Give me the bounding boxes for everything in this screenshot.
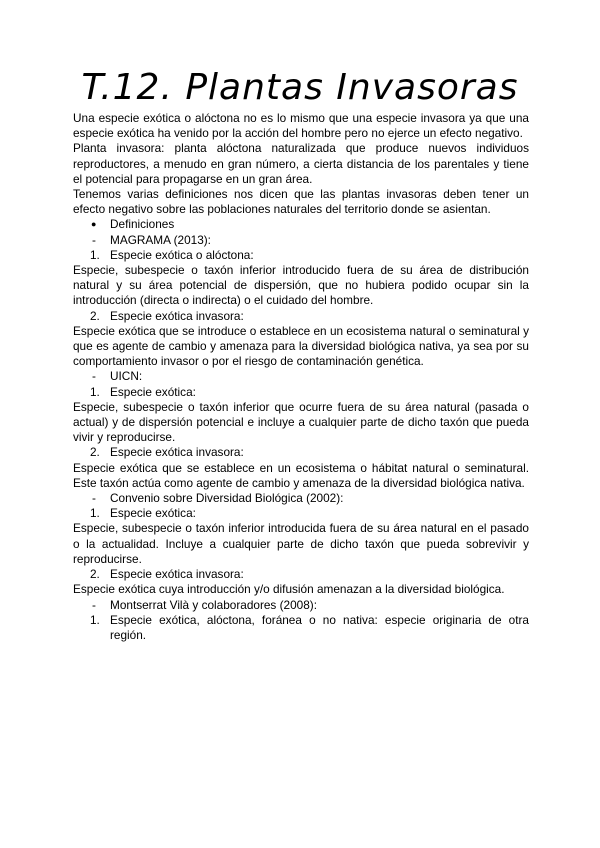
definition-label: Especie exótica, alóctona, foránea o no nativa: especie originaria de otra región. xyxy=(110,612,529,642)
source-item-vila xyxy=(73,598,529,613)
number-marker: 2. xyxy=(90,567,100,582)
definition-label: Especie exótica: xyxy=(110,506,196,521)
definition-text: Especie, subespecie o taxón inferior introducido fuera de su área de distribución natural y su área potencial de dispersión, que no hubiera podido ocupar sin la introducción (directa o indirecta) o el cuidado del hombre. xyxy=(73,263,529,308)
source-item-cdb xyxy=(73,491,529,506)
definition-item xyxy=(73,385,529,400)
definition-text: Especie, subespecie o taxón inferior que ocurre fuera de su área natural (pasada o actual) y de dispersión potencial e incluye a cualquier parte de dicho taxón que pueda vivir y reproducirse. xyxy=(73,399,529,445)
definition-label: Especie exótica o alóctona: xyxy=(110,247,254,262)
source-name: UICN: xyxy=(110,369,143,384)
source-item-uicn xyxy=(73,369,529,384)
number-marker: 1. xyxy=(90,384,100,399)
source-name: Montserrat Vilà y colaboradores (2008): xyxy=(110,597,317,612)
number-marker: 1. xyxy=(90,247,100,262)
definition-item xyxy=(73,613,529,643)
definition-item xyxy=(73,248,529,263)
number-marker: 2. xyxy=(90,445,100,460)
source-name: MAGRAMA (2013): xyxy=(110,232,211,247)
dash-marker: - xyxy=(92,597,96,612)
dash-marker: - xyxy=(92,491,96,506)
definition-item xyxy=(73,506,529,521)
definition-label: Especie exótica: xyxy=(110,384,196,399)
intro-paragraph: Una especie exótica o alóctona no es lo mismo que una especie invasora ya que una especie exótica ha venido por la acción del hombre pero no ejerce un efecto negativo. xyxy=(73,111,529,141)
number-marker: 2. xyxy=(90,308,100,323)
definition-item xyxy=(73,309,529,324)
number-marker: 1. xyxy=(90,506,100,521)
invasive-plant-definition: Planta invasora: planta alóctona naturalizada que produce nuevos individuos reproductores, a menudo en gran número, a cierta distancia de los parentales y tiene el potencial para propagarse en un gran área. xyxy=(73,141,529,186)
definition-label: Especie exótica invasora: xyxy=(110,567,244,582)
definition-text: Especie exótica cuya introducción y/o difusión amenazan a la diversidad biológica. xyxy=(73,582,505,597)
source-name: Convenio sobre Diversidad Biológica (2002): xyxy=(110,491,344,506)
definition-label: Especie exótica invasora: xyxy=(110,445,244,460)
dash-marker: - xyxy=(92,369,96,384)
definition-text: Especie exótica que se introduce o establece en un ecosistema natural o seminatural y que es agente de cambio y amenaza para la diversidad biológica nativa, ya sea por su comportamiento invasor o por el riesgo de contaminación genética. xyxy=(73,323,529,369)
definition-text: Especie exótica que se establece en un ecosistema o hábitat natural o seminatural. Este taxón actúa como agente de cambio y amenaza de la diversidad biológica nativa. xyxy=(73,460,529,490)
definition-item xyxy=(73,567,529,582)
number-marker: 1. xyxy=(90,612,100,627)
definition-label: Especie exótica invasora: xyxy=(110,308,244,323)
definition-item xyxy=(73,445,529,460)
definitions-heading: Definiciones xyxy=(110,217,175,232)
document-body xyxy=(73,111,529,643)
bullet-marker: ● xyxy=(91,219,97,230)
definitions-bullet-item xyxy=(73,217,529,232)
dash-marker: - xyxy=(92,232,96,247)
page-title: T.12. Plantas Invasoras xyxy=(81,67,519,108)
source-item-magrama xyxy=(73,233,529,248)
definitions-intro-paragraph: Tenemos varias definiciones nos dicen que las plantas invasoras deben tener un efecto negativo sobre las poblaciones naturales del territorio donde se asientan. xyxy=(73,187,529,217)
definition-text: Especie, subespecie o taxón inferior introducida fuera de su área natural en el pasado o la actualidad. Incluye a cualquier parte de dicho taxón que pueda sobrevivir y reproducirse. xyxy=(73,521,529,566)
